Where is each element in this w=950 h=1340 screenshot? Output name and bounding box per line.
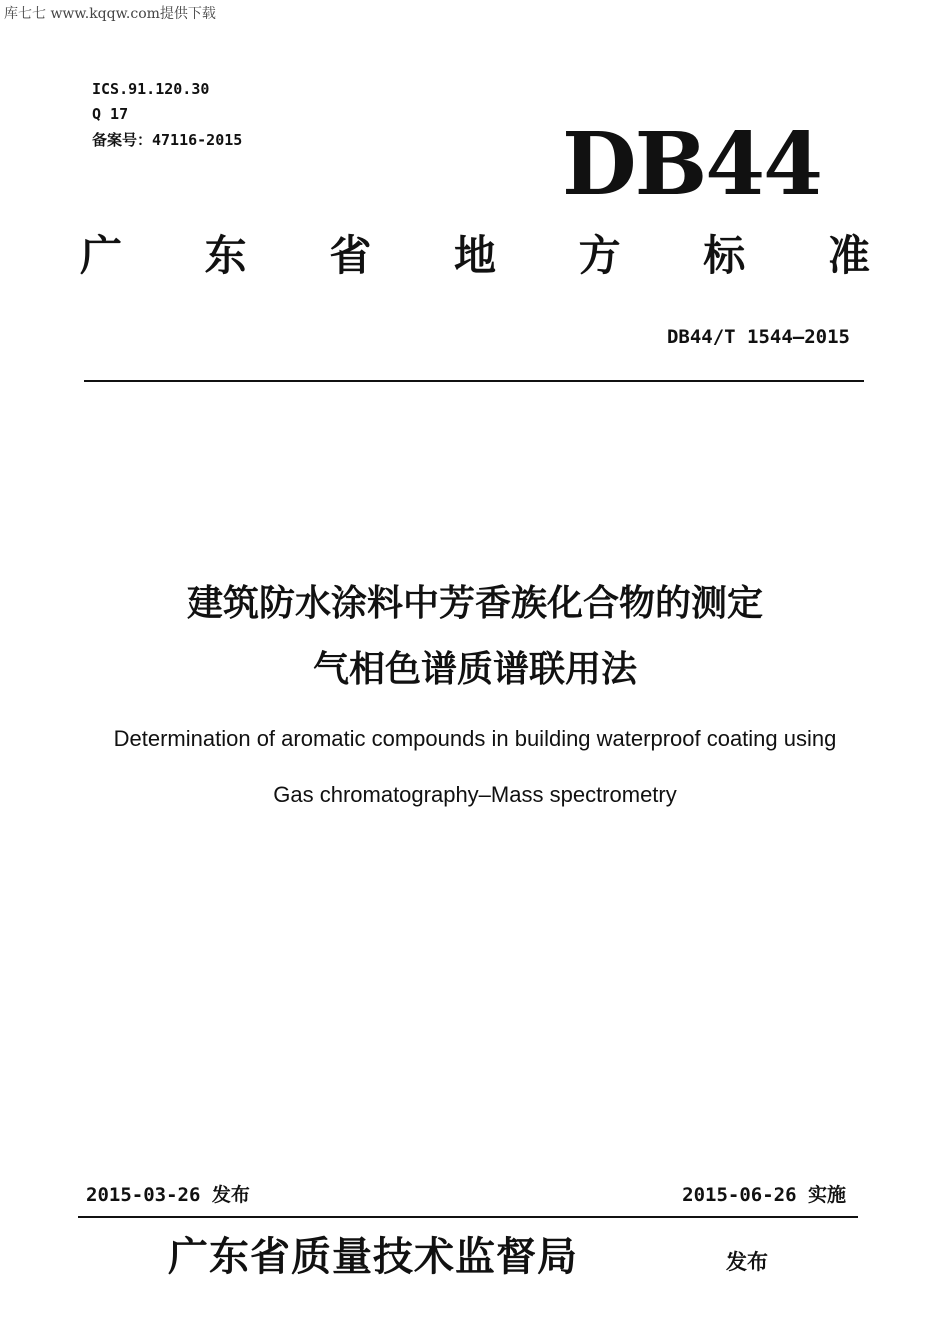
standard-type-char: 地	[453, 231, 496, 280]
title-cn-line2: 气相色谱质谱联用法	[312, 649, 637, 690]
standard-type-char: 省	[329, 231, 372, 280]
standard-number: DB44/T 1544—2015	[666, 326, 850, 348]
standard-type-char: 广	[80, 231, 123, 280]
issue-date: 2015-03-26 发布	[86, 1184, 250, 1206]
standard-type-char: 方	[578, 231, 621, 280]
standard-logo: DB44	[562, 114, 821, 215]
watermark-text: 库七七 www.kqqw.com提供下载	[4, 6, 216, 22]
standard-type-heading	[80, 230, 870, 282]
bottom-divider	[78, 1216, 858, 1218]
ccs-code: Q 17	[92, 105, 129, 123]
standard-type-char: 准	[827, 231, 870, 280]
issue-label: 发布	[726, 1250, 768, 1274]
top-divider	[84, 380, 864, 382]
title-en-line1: Determination of aromatic compounds in building waterproof coating using	[113, 726, 837, 751]
title-en-line2: Gas chromatography–Mass spectrometry	[273, 782, 677, 807]
standard-type-char: 东	[204, 231, 247, 280]
standard-type-char: 标	[703, 231, 746, 280]
title-cn-line1: 建筑防水涂料中芳香族化合物的测定	[186, 583, 763, 624]
issuing-authority: 广东省质量技术监督局	[168, 1233, 578, 1280]
ics-code: ICS.91.120.30	[92, 80, 210, 98]
record-number: 备案号：47116-2015	[92, 131, 243, 149]
implementation-date: 2015-06-26 实施	[682, 1184, 846, 1206]
